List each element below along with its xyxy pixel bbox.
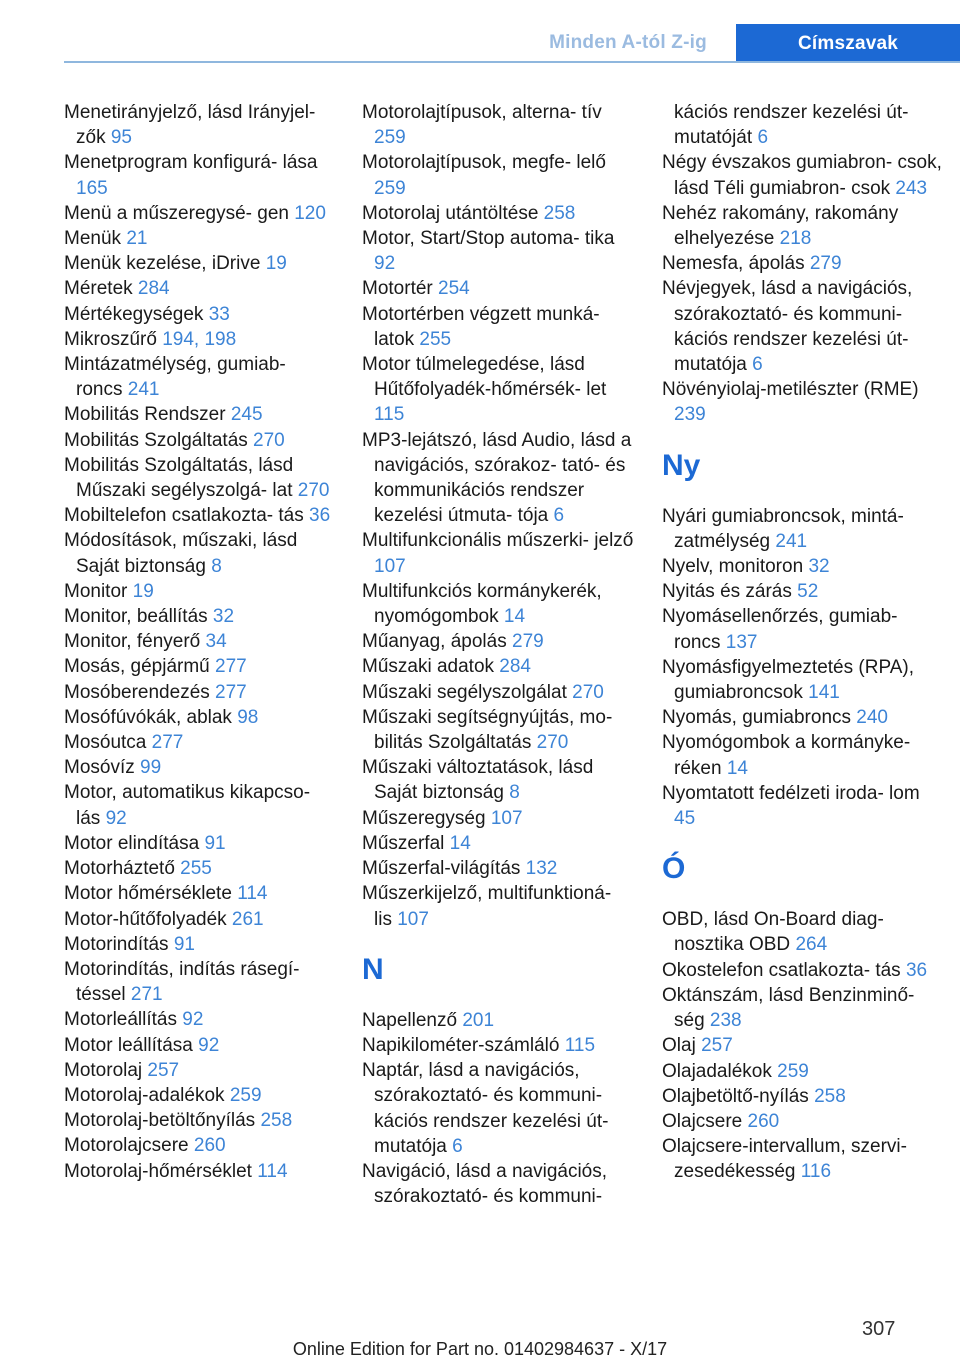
index-entry bbox=[64, 276, 332, 301]
index-entry-term: Műszeregység bbox=[362, 807, 491, 829]
index-page-link[interactable]: 194, 198 bbox=[162, 328, 237, 350]
index-entry-term: Nyomásellenőrzés, gumiab‐ roncs bbox=[662, 606, 898, 653]
index-entry-term: Motor elindítása bbox=[64, 832, 205, 854]
index-entry bbox=[662, 579, 942, 604]
index-entry-term: kációs rendszer kezelési út‐ mutatóját bbox=[674, 102, 909, 149]
index-page-link[interactable]: 258 bbox=[260, 1110, 293, 1132]
index-entry-term: Multifunkcionális műszerki‐ jelző bbox=[362, 530, 634, 552]
index-page-link[interactable]: 33 bbox=[208, 303, 230, 325]
index-page-link[interactable]: 257 bbox=[147, 1059, 180, 1081]
index-entry bbox=[64, 226, 332, 251]
index-entry bbox=[64, 453, 332, 503]
index-page-link[interactable]: 277 bbox=[151, 732, 184, 754]
index-entry-term: Napellenző bbox=[362, 1009, 463, 1031]
index-page-link[interactable]: 270 bbox=[536, 732, 569, 754]
index-letter-heading: N bbox=[362, 952, 384, 986]
index-entry bbox=[362, 302, 634, 352]
index-entry-term: Négy évszakos gumiabron‐ csok, lásd Téli gumiabron‐ csok bbox=[662, 152, 942, 199]
index-entry-term: Mosóutca bbox=[64, 732, 152, 754]
index-entry bbox=[662, 150, 942, 200]
index-entry bbox=[362, 831, 634, 856]
index-entry bbox=[362, 428, 634, 529]
index-page-link[interactable]: 239 bbox=[674, 404, 706, 426]
index-entry-term: Mobilitás Szolgáltatás bbox=[64, 429, 254, 451]
index-entry bbox=[64, 957, 332, 1007]
index-entry bbox=[64, 1058, 332, 1083]
index-entry bbox=[662, 276, 942, 377]
index-entry bbox=[662, 604, 942, 654]
index-entry bbox=[662, 907, 942, 957]
index-page-link[interactable]: 99 bbox=[140, 757, 162, 779]
index-page-link[interactable]: 52 bbox=[797, 581, 819, 603]
index-page-link[interactable]: 277 bbox=[215, 681, 247, 703]
index-entry-term: Napikilométer-számláló bbox=[362, 1034, 565, 1056]
index-entry bbox=[662, 1109, 942, 1134]
index-entry-term: Mosóberendezés bbox=[64, 681, 216, 703]
index-entry-term: Motor-hűtőfolyadék bbox=[64, 908, 232, 930]
index-column-3 bbox=[662, 100, 942, 1185]
index-entry-term: Műszaki segítségnyújtás, mo‐ bilitás Szolgáltatás bbox=[362, 706, 613, 754]
index-page-link[interactable]: 36 bbox=[309, 505, 331, 527]
index-letter-heading: Ny bbox=[662, 448, 701, 482]
index-page-link[interactable]: 261 bbox=[231, 908, 264, 930]
index-page-link[interactable]: 107 bbox=[490, 807, 523, 829]
index-page-link[interactable]: 6 bbox=[452, 1135, 463, 1157]
index-entry bbox=[362, 150, 634, 200]
index-page-link[interactable]: 243 bbox=[895, 177, 928, 199]
footer-edition: Online Edition for Part no. 01402984637 - X/17 bbox=[292, 1339, 668, 1359]
index-entry-term: Méretek bbox=[64, 278, 138, 300]
index-entry bbox=[64, 1108, 332, 1133]
index-entry bbox=[662, 1084, 942, 1109]
index-entry bbox=[64, 755, 332, 780]
index-page-link[interactable]: 241 bbox=[775, 530, 808, 552]
index-entry bbox=[64, 856, 332, 881]
index-page-link[interactable]: 8 bbox=[211, 555, 222, 577]
index-entry bbox=[362, 629, 634, 654]
index-entry bbox=[64, 604, 332, 629]
index-entry-term: Motorolajtípusok, megfe‐ lelő bbox=[362, 152, 606, 174]
index-entry-term: Navigáció, lásd a navigációs, szórakoztató- és kommuni‐ bbox=[362, 1160, 608, 1208]
index-entry bbox=[362, 276, 634, 301]
index-entry bbox=[662, 730, 942, 780]
index-entry-term: Motorolajcsere bbox=[64, 1135, 194, 1157]
index-entry bbox=[362, 680, 634, 705]
index-page-link[interactable]: 260 bbox=[193, 1135, 226, 1157]
index-entry-term: Mosóvíz bbox=[64, 757, 141, 779]
index-entry bbox=[662, 377, 942, 427]
index-letter-heading: Ó bbox=[662, 852, 686, 886]
index-page-link[interactable]: 19 bbox=[132, 580, 154, 602]
index-page-link[interactable]: 92 bbox=[198, 1034, 220, 1056]
index-entry bbox=[662, 958, 942, 983]
index-entry-term: Motorleállítás bbox=[64, 1009, 183, 1031]
index-entry bbox=[64, 1033, 332, 1058]
index-entry-term: Műszaki adatok bbox=[362, 656, 500, 678]
index-page-link[interactable]: 284 bbox=[499, 656, 531, 678]
index-entry-term: Okostelefon csatlakozta‐ tás bbox=[662, 959, 906, 981]
index-page-link[interactable]: 95 bbox=[110, 127, 132, 149]
index-entry bbox=[64, 932, 332, 957]
index-page-link[interactable]: 114 bbox=[257, 1160, 288, 1182]
index-entry bbox=[662, 655, 942, 705]
index-entry bbox=[64, 352, 332, 402]
index-entry-term: Műszerfal bbox=[362, 832, 450, 854]
index-entry-term: Motor leállítása bbox=[64, 1034, 199, 1056]
index-entry bbox=[362, 226, 634, 276]
index-entry-term: Multifunkciós kormánykerék, nyomógombok bbox=[362, 580, 602, 628]
index-entry-term: Menü a műszeregysé‐ gen bbox=[64, 202, 295, 224]
index-page-link[interactable]: 270 bbox=[572, 681, 604, 703]
index-entry-term: Nyomásfigyelmeztetés (RPA), gumiabroncsok bbox=[662, 656, 914, 704]
index-page-link[interactable]: 277 bbox=[215, 656, 247, 678]
index-page-link[interactable]: 91 bbox=[173, 933, 195, 955]
index-entry bbox=[662, 1059, 942, 1084]
index-entry-term: Mikroszűrő bbox=[64, 328, 163, 350]
index-page-link[interactable]: 32 bbox=[808, 556, 830, 578]
index-entry-term: Műszerkijelző, multifunktioná‐ lis bbox=[362, 883, 612, 930]
index-entry-term: Motorindítás, indítás rásegí‐ téssel bbox=[64, 958, 300, 1006]
index-entry-term: Műanyag, ápolás bbox=[362, 631, 512, 653]
index-page-link[interactable]: 6 bbox=[757, 127, 769, 149]
index-page-link[interactable]: 284 bbox=[137, 278, 170, 300]
index-entry-term: Motortérben végzett munká‐ latok bbox=[362, 303, 600, 350]
index-entry-term: Monitor, fényerő bbox=[64, 631, 206, 653]
index-page-link[interactable]: 19 bbox=[265, 253, 287, 275]
index-entry-term: Mobilitás Szolgáltatás, lásd Műszaki segélyszolgá‐ lat bbox=[64, 454, 298, 502]
index-entry-term: Naptár, lásd a navigációs, szórakoztató- és kommuni‐ kációs rendszer kezelési út‐ mutatója bbox=[362, 1060, 609, 1157]
index-entry bbox=[64, 1133, 332, 1158]
index-page-link[interactable]: 258 bbox=[543, 202, 576, 224]
index-entry-term: Mintázatmélység, gumiab‐ roncs bbox=[64, 354, 286, 401]
index-page-link[interactable]: 238 bbox=[709, 1010, 742, 1032]
index-page-link[interactable]: 14 bbox=[503, 606, 526, 628]
index-page-link[interactable]: 32 bbox=[212, 606, 235, 628]
index-page-link[interactable]: 165 bbox=[76, 177, 108, 199]
index-entry-term: Növényiolaj-metilészter (RME) bbox=[662, 379, 919, 401]
index-entry-term: MP3-lejátszó, lásd Audio, lásd a navigációs, szórakoz‐ tató- és kommunikációs rendszer kezelési útmuta‐ tója bbox=[362, 429, 632, 527]
index-entry-term: Mobilitás Rendszer bbox=[64, 404, 231, 426]
index-entry-term: Motorolaj utántöltése bbox=[362, 202, 544, 224]
index-page-link[interactable]: 92 bbox=[182, 1009, 204, 1031]
index-entry bbox=[662, 504, 942, 554]
header-chapter-tab: Címszavak bbox=[736, 24, 960, 63]
index-page-link[interactable]: 14 bbox=[449, 832, 471, 854]
index-entry bbox=[64, 705, 332, 730]
index-entry-term: Nyitás és zárás bbox=[662, 581, 798, 603]
index-entry-term: Módosítások, műszaki, lásd Saját biztonság bbox=[64, 530, 298, 577]
index-page-link[interactable]: 258 bbox=[814, 1085, 846, 1107]
index-entry bbox=[362, 528, 634, 578]
index-entry-term: Motortér bbox=[362, 278, 439, 300]
index-entry bbox=[662, 100, 942, 150]
index-page-link[interactable]: 114 bbox=[237, 883, 268, 905]
index-entry bbox=[64, 907, 332, 932]
index-entry-term: Motorolaj-betöltőnyílás bbox=[64, 1110, 261, 1132]
index-entry-term: Nyári gumiabroncsok, mintá‐ zatmélység bbox=[662, 505, 904, 552]
index-page-link[interactable]: 6 bbox=[752, 354, 763, 376]
index-entry-term: Motorindítás bbox=[64, 933, 174, 955]
index-entry bbox=[662, 781, 942, 831]
index-entry bbox=[64, 150, 332, 200]
index-page-link[interactable]: 120 bbox=[294, 202, 326, 224]
index-entry bbox=[64, 327, 332, 352]
index-entry-term: Nyomtatott fedélzeti iroda‐ lom bbox=[662, 782, 920, 804]
index-page-link[interactable]: 116 bbox=[800, 1161, 832, 1183]
index-entry-term: Műszerfal-világítás bbox=[362, 858, 526, 880]
index-entry-term: Oktánszám, lásd Benzinminő‐ ség bbox=[662, 984, 915, 1032]
index-entry-term: Motorolaj bbox=[64, 1059, 148, 1081]
index-entry bbox=[662, 1033, 942, 1058]
index-entry-term: OBD, lásd On-Board diag‐ nosztika OBD bbox=[662, 909, 884, 956]
index-page-link[interactable]: 259 bbox=[374, 177, 406, 199]
index-page-link[interactable]: 14 bbox=[726, 757, 748, 779]
index-page-link[interactable]: 259 bbox=[374, 127, 406, 149]
index-page-link[interactable]: 107 bbox=[374, 555, 406, 577]
index-entry bbox=[64, 1083, 332, 1108]
index-entry-term: Műszaki segélyszolgálat bbox=[362, 681, 573, 703]
index-entry-term: Olajadalékok bbox=[662, 1060, 778, 1082]
index-page-link[interactable]: 45 bbox=[674, 808, 696, 830]
index-entry-term: Motor hőmérséklete bbox=[64, 883, 238, 905]
index-column-2 bbox=[362, 100, 634, 1209]
index-entry-term: Olajcsere bbox=[662, 1110, 748, 1132]
index-entry bbox=[362, 755, 634, 805]
index-page-link[interactable]: 218 bbox=[779, 228, 812, 250]
index-page-link[interactable]: 264 bbox=[795, 934, 828, 956]
index-page-link[interactable]: 279 bbox=[809, 253, 842, 275]
index-page-link[interactable]: 255 bbox=[419, 328, 452, 350]
index-entry-term: Nyelv, monitoron bbox=[662, 556, 809, 578]
index-entry bbox=[64, 780, 332, 830]
index-entry bbox=[64, 528, 332, 578]
index-entry bbox=[362, 1008, 634, 1033]
index-page-link[interactable]: 270 bbox=[253, 429, 285, 451]
index-entry-term: Motorolaj-hőmérséklet bbox=[64, 1160, 258, 1182]
index-page-link[interactable]: 107 bbox=[397, 908, 429, 930]
index-entry bbox=[362, 654, 634, 679]
index-entry-term: Motorháztető bbox=[64, 858, 181, 880]
index-entry-term: Olajcsere-intervallum, szervi‐ zesedékesség bbox=[662, 1136, 907, 1183]
index-entry-term: Motorolajtípusok, alterna‐ tív bbox=[362, 102, 602, 123]
index-entry-term: Nyomás, gumiabroncs bbox=[662, 707, 857, 729]
index-page-link[interactable]: 271 bbox=[130, 984, 163, 1006]
index-entry bbox=[64, 428, 332, 453]
index-entry-term: Mosás, gépjármű bbox=[64, 656, 216, 678]
index-entry bbox=[64, 302, 332, 327]
index-page-link[interactable]: 201 bbox=[462, 1009, 495, 1031]
index-entry-term: Motor, Start/Stop automa‐ tika bbox=[362, 228, 615, 250]
index-page-link[interactable]: 254 bbox=[438, 278, 470, 300]
index-entry bbox=[362, 856, 634, 881]
index-entry bbox=[64, 100, 332, 150]
index-entry bbox=[64, 654, 332, 679]
index-page-link[interactable]: 279 bbox=[512, 631, 544, 653]
index-entry bbox=[64, 831, 332, 856]
index-page-link[interactable]: 98 bbox=[237, 706, 259, 728]
index-page-link[interactable]: 259 bbox=[777, 1060, 809, 1082]
index-page-link[interactable]: 137 bbox=[725, 631, 758, 653]
index-entry-term: Műszaki változtatások, lásd Saját biztonság bbox=[362, 757, 594, 804]
index-entry-term: Monitor bbox=[64, 580, 133, 602]
header-section-title: Minden A-tól Z-ig bbox=[549, 31, 707, 53]
index-entry-term: Menük bbox=[64, 228, 127, 250]
index-entry bbox=[362, 705, 634, 755]
index-page-link[interactable]: 241 bbox=[127, 379, 160, 401]
index-entry-term: Névjegyek, lásd a navigációs, szórakoztató- és kommuni‐ kációs rendszer kezelési út‐ mutatója bbox=[662, 278, 913, 376]
index-entry bbox=[64, 680, 332, 705]
index-entry-term: Olaj bbox=[662, 1035, 702, 1057]
index-entry bbox=[64, 402, 332, 427]
index-page-link[interactable]: 245 bbox=[230, 404, 263, 426]
index-page-link[interactable]: 21 bbox=[126, 228, 148, 250]
index-column-1 bbox=[64, 100, 332, 1184]
index-page-link[interactable]: 260 bbox=[747, 1110, 780, 1132]
index-page-link[interactable]: 255 bbox=[180, 858, 212, 880]
index-entry bbox=[64, 201, 332, 226]
index-entry bbox=[662, 983, 942, 1033]
index-page-link[interactable]: 115 bbox=[374, 404, 405, 426]
index-entry bbox=[362, 352, 634, 428]
index-page-link[interactable]: 36 bbox=[905, 959, 928, 981]
index-entry-term: Menetirányjelző, lásd Irányjel‐ zők bbox=[64, 102, 316, 149]
index-page-link[interactable]: 91 bbox=[204, 832, 226, 854]
index-entry bbox=[64, 881, 332, 906]
index-entry bbox=[64, 1159, 332, 1184]
index-entry bbox=[362, 881, 634, 931]
index-entry-term: Motor, automatikus kikapcso‐ lás bbox=[64, 782, 311, 829]
index-entry bbox=[64, 730, 332, 755]
index-entry bbox=[662, 201, 942, 251]
index-entry bbox=[362, 579, 634, 629]
index-page-link[interactable]: 34 bbox=[205, 631, 227, 653]
index-page-link[interactable]: 6 bbox=[553, 505, 565, 527]
index-entry bbox=[64, 629, 332, 654]
index-entry-term: Motorolaj-adalékok bbox=[64, 1084, 230, 1106]
index-entry-term: Mobiltelefon csatlakozta‐ tás bbox=[64, 505, 310, 527]
index-page-link[interactable]: 270 bbox=[297, 480, 330, 502]
index-entry bbox=[64, 1007, 332, 1032]
index-entry bbox=[662, 251, 942, 276]
index-page-link[interactable]: 141 bbox=[808, 682, 840, 704]
index-entry-term: Menetprogram konfigurá‐ lása bbox=[64, 152, 318, 174]
index-entry bbox=[362, 1033, 634, 1058]
index-page-link[interactable]: 259 bbox=[229, 1084, 262, 1106]
index-entry-term: Nyomógombok a kormányke‐ réken bbox=[662, 732, 911, 779]
index-entry bbox=[64, 503, 332, 528]
header-divider bbox=[64, 61, 960, 63]
index-page-link[interactable]: 8 bbox=[509, 782, 520, 804]
index-entry-term: Olajbetöltő-nyílás bbox=[662, 1085, 815, 1107]
index-entry bbox=[662, 1134, 942, 1184]
index-entry bbox=[362, 1058, 634, 1159]
index-page-link[interactable]: 115 bbox=[564, 1034, 596, 1056]
index-page-link[interactable]: 240 bbox=[856, 707, 888, 729]
index-entry bbox=[362, 1159, 634, 1209]
index-entry bbox=[662, 705, 942, 730]
index-entry-term: Monitor, beállítás bbox=[64, 606, 213, 628]
index-entry-term: Mértékegységek bbox=[64, 303, 209, 325]
index-page-link[interactable]: 92 bbox=[105, 807, 127, 829]
index-entry bbox=[662, 554, 942, 579]
index-entry-term: Menük kezelése, iDrive bbox=[64, 253, 266, 275]
index-page-link[interactable]: 132 bbox=[525, 858, 558, 880]
index-entry bbox=[362, 201, 634, 226]
index-entry-term: Motor túlmelegedése, lásd Hűtőfolyadék-hőmérsék‐ let bbox=[362, 354, 607, 401]
index-entry-term: Nemesfa, ápolás bbox=[662, 253, 810, 275]
page-number: 307 bbox=[862, 1318, 896, 1340]
index-entry bbox=[64, 579, 332, 604]
index-page-link[interactable]: 257 bbox=[701, 1035, 733, 1057]
index-entry bbox=[362, 100, 634, 150]
index-entry-term: Mosófúvókák, ablak bbox=[64, 706, 238, 728]
index-entry bbox=[362, 806, 634, 831]
index-entry-term: Nehéz rakomány, rakomány elhelyezése bbox=[662, 202, 899, 250]
index-entry bbox=[64, 251, 332, 276]
index-page-link[interactable]: 92 bbox=[374, 253, 396, 275]
